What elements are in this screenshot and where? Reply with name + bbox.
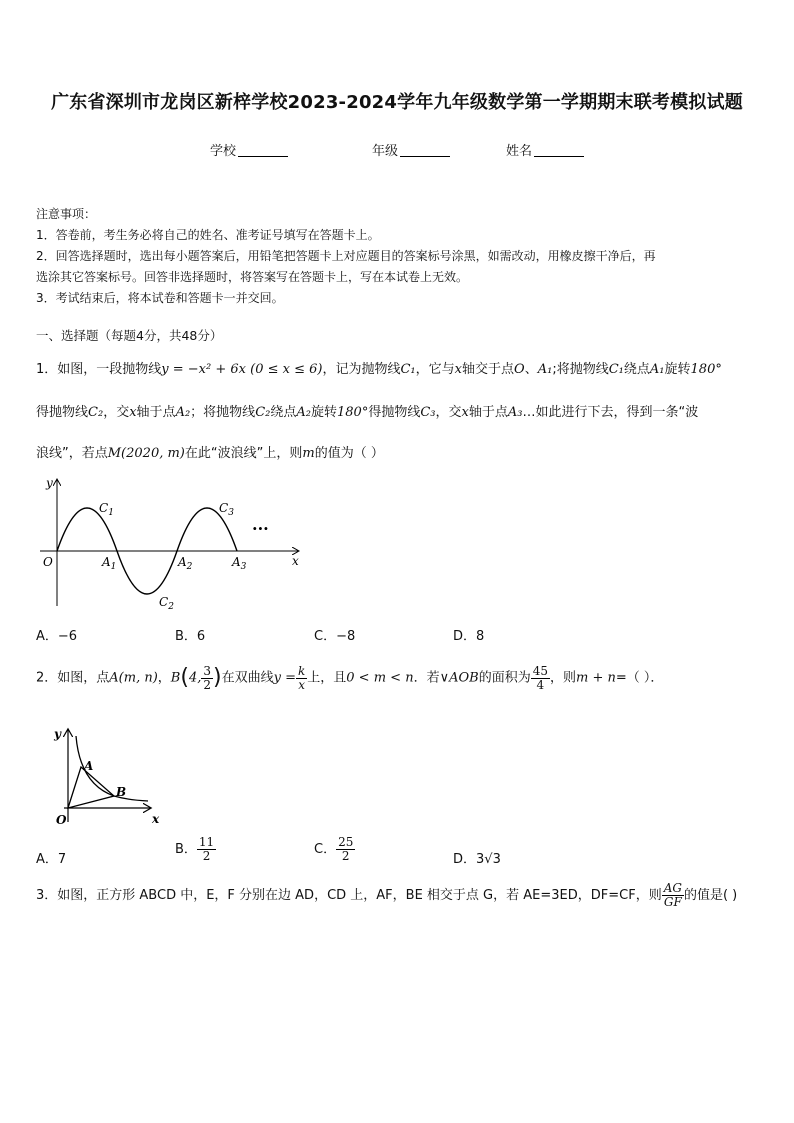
q1-option-b[interactable]: B．6: [175, 629, 206, 644]
school-field[interactable]: 学校: [210, 140, 288, 159]
note-1: 1．答卷前，考生务必将自己的姓名、准考证号填写在答题卡上。: [36, 228, 380, 242]
note-2: 2．回答选择题时，选出每小题答案后，用铅笔把答题卡上对应题目的答案标号涂黑，如需改动，用橡皮擦干净后，再: [36, 249, 656, 263]
grade-field[interactable]: 年级: [372, 140, 450, 159]
q2-option-b[interactable]: B． $\frac{11}{2}$: [175, 835, 215, 863]
q2-option-a[interactable]: A．7: [36, 852, 67, 867]
point-b-label: B: [116, 785, 127, 799]
a2-label: $A_2$: [178, 555, 193, 572]
q2-option-d[interactable]: D．3√3: [453, 852, 501, 867]
q2-option-c[interactable]: C． $\frac{25}{2}$: [314, 835, 354, 863]
a3-label: $A_3$: [232, 555, 247, 572]
q2-text: 2．如图，点A(m, n)，B(4, $\frac{3}{2}$ )在双曲线y = $\frac{k}{x}$ 上，且0 < m < n．若∨AOB的面积为 $\frac{45}{4}$ ，则m + n=（ ）．: [36, 663, 664, 692]
origin-label: O: [43, 555, 53, 569]
q2-hyperbola-figure: [50, 722, 170, 830]
origin-label: O: [56, 813, 67, 827]
c2-label: $C_2$: [159, 595, 174, 612]
q1-option-c[interactable]: C．−8: [314, 629, 356, 644]
q3-text: 3．如图，正方形 ABCD 中，E，F 分别在边 AD，CD 上，AF，BE 相交于点 G，若 AE=3ED，DF=CF，则 $\frac{AG}{GF}$ 的值是( ): [36, 881, 738, 909]
y-label: y: [54, 727, 61, 741]
note-2-cont: 选涂其它答案标号。回答非选择题时，将答案写在答题卡上，写在本试卷上无效。: [36, 270, 469, 284]
section-heading: 一、选择题（每题4分，共48分）: [36, 328, 223, 343]
y-label: y: [46, 476, 53, 490]
x-label: x: [152, 812, 160, 826]
page-title: 广东省深圳市龙岗区新梓学校2023-2024学年九年级数学第一学期期末联考模拟试题: [51, 92, 743, 113]
q1-wave-figure: [36, 474, 306, 614]
q1-option-a[interactable]: A．−6: [36, 629, 78, 644]
x-label: x: [292, 554, 299, 568]
q1-line1: 1．如图，一段抛物线y = −x² + 6x (0 ≤ x ≤ 6)，记为抛物线C₁，它与x轴交于点O、A₁;将抛物线C₁绕点A₁旋转180°: [36, 362, 722, 377]
q1-line3: 浪线”，若点M(2020, m)在此“波浪线”上，则m的值为（ ）: [36, 446, 384, 461]
note-3: 3．考试结束后，将本试卷和答题卡一并交回。: [36, 291, 284, 305]
name-field[interactable]: 姓名: [506, 140, 584, 159]
q1-line2: 得抛物线C₂，交x轴于点A₂；将抛物线C₂绕点A₂旋转180°得抛物线C₃，交x轴于点A₃…如此进行下去，得到一条“波: [36, 405, 699, 420]
point-a-label: A: [84, 759, 94, 773]
ellipsis: ···: [252, 519, 269, 538]
notes-heading: 注意事项：: [36, 207, 97, 221]
triangle-aob: [68, 767, 114, 808]
c1-label: $C_1$: [99, 501, 114, 518]
c3-label: $C_3$: [219, 501, 234, 518]
q1-option-d[interactable]: D．8: [453, 629, 485, 644]
notes: [36, 204, 760, 309]
a1-label: $A_1$: [102, 555, 117, 572]
